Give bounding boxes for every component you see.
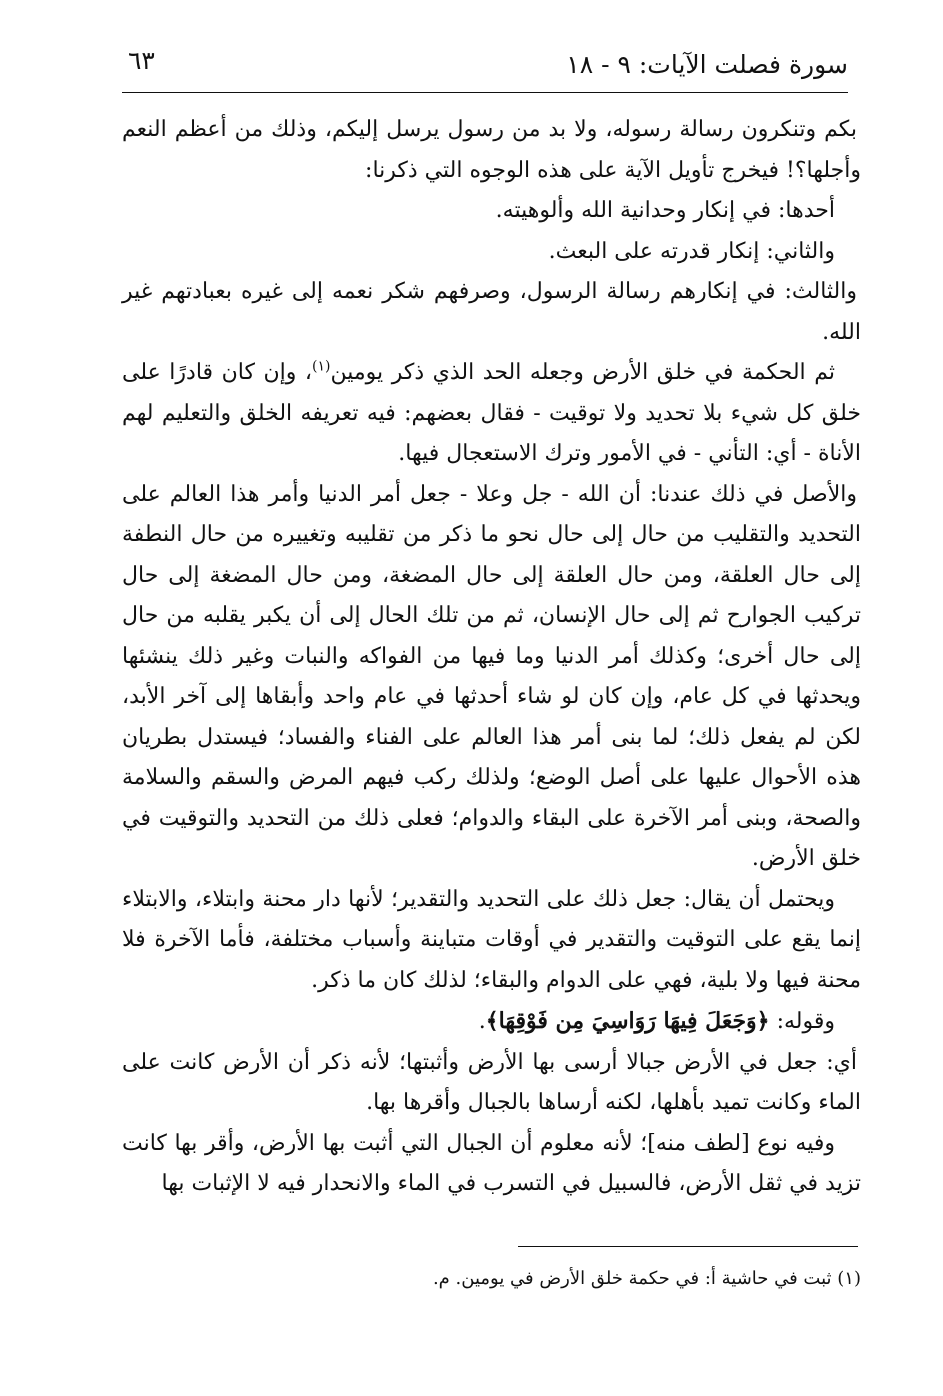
paragraph-5-start: ثم الحكمة في خلق الأرض وجعله الحد الذي ذكر يومين [330,360,835,385]
page-number: ٦٣ [128,46,155,75]
paragraph-1: بكم وتنكرون رسالة رسوله، ولا بد من رسول يرسل إليكم، وذلك من أعظم النعم وأجلها؟! فيخرج تأويل الآية على هذه الوجوه التي ذكرنا: [122,117,861,183]
verse-intro: وقوله: [769,1009,835,1034]
page-header [122,40,848,93]
paragraph-3: والثاني: إنكار قدرته على البعث. [548,238,835,264]
paragraph-10: وفيه نوع [لطف منه]؛ لأنه معلوم أن الجبال التي أثبت بها الأرض، وأقر بها كانت تزيد في ثقل الأرض، فالسبيل في التسرب في الماء والانحدار فيه لا الإثبات بها [122,1130,861,1196]
footnote-divider [518,1246,858,1247]
quran-verse: ﴿وَجَعَلَ فِيهَا رَوَاسِيَ مِن فَوْقِهَا﴾ [485,1008,770,1034]
running-title: سورة فصلت الآيات: ٩ - ١٨ [566,50,848,79]
footnote: (١) ثبت في حاشية أ: في حكمة خلق الأرض في يومين. م. [432,1268,861,1289]
paragraph-9: أي: جعل في الأرض جبالا أرسى بها الأرض وأثبتها؛ لأنه ذكر أن الأرض كانت على الماء وكانت تميد بأهلها، لكنه أرساها بالجبال وأقرها بها. [122,1049,861,1115]
paragraph-6: والأصل في ذلك عندنا: أن الله - جل وعلا - جعل أمر الدنيا وأمر هذا العالم على التحديد والتقليب من حال إلى حال نحو ما ذكر من تقليبه وتغييره من حال النطفة إلى حال العلقة، ومن حال العلقة إلى حال المضغة، ومن حال المضغة إلى حال تركيب الجوارح ثم إلى حال الإنسان، ثم من تلك الحال إلى أن يكبر يقلبه من حال إلى حال أخرى؛ وكذلك أمر الدنيا وما فيها من الفواكه والنبات وغير ذلك ينشئها ويحدثها في كل عام، وإن كان لو شاء أحدثها في عام واحد وأبقاها إلى آخر الأبد، لكن لم يفعل ذلك؛ لما بنى أمر هذا العالم على الفناء والفساد؛ فيستدل بطريان هذه الأحوال عليها على أصل الوضع؛ ولذلك ركب فيهم المرض والسقم والسلامة والصحة، وبنى أمر الآخرة على البقاء والدوام؛ فعلى ذلك من التحديد والتوقيت في خلق الأرض. [122,481,861,871]
paragraph-7: ويحتمل أن يقال: جعل ذلك على التحديد والتقدير؛ لأنها دار محنة وابتلاء، والابتلاء إنما يقع على التوقيت والتقدير في أوقات متباينة وأسباب مختلفة، فأما الآخرة فلا محنة فيها ولا بلية، فهي على الدوام والبقاء؛ لذلك كان ما ذكر. [122,886,861,993]
paragraph-4: والثالث: في إنكارهم رسالة الرسول، وصرفهم شكر نعمه إلى غيره بعبادتهم غير الله. [122,279,861,345]
paragraph-8 [122,1001,861,1043]
paragraph-5 [122,353,861,475]
footnote-reference: (١) [312,358,331,375]
paragraph-5-end: ، وإن كان قادرًا على خلق كل شيء بلا تحديد ولا توقيت - فقال بعضهم: فيه تعريفه الخلق والتعليم لهم الأناة - أي: التأني - في الأمور وترك الاستعجال فيها. [122,360,861,466]
verse-end: . [478,1009,486,1034]
body-text [122,110,861,1205]
paragraph-2: أحدها: في إنكار وحدانية الله وألوهيته. [495,198,835,223]
